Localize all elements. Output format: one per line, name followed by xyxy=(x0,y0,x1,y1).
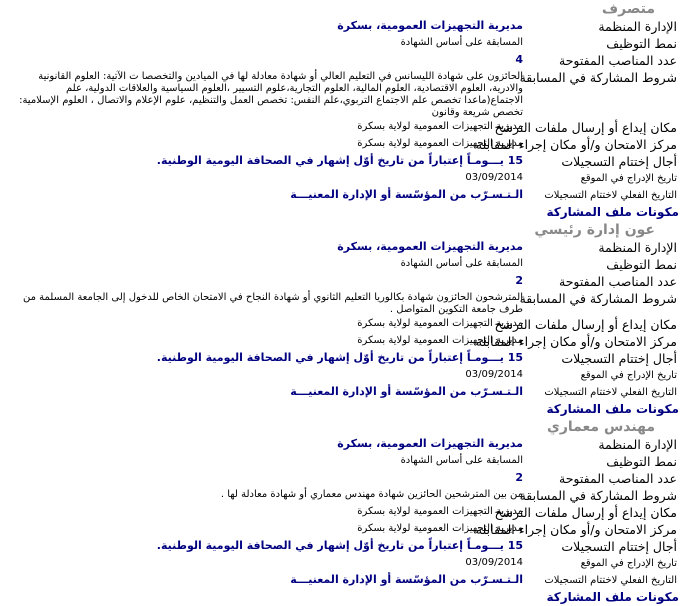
row-value: 03/09/2014 xyxy=(465,172,523,183)
row-label: مركز الامتحان و/أو مكان إجراء المقابلة xyxy=(475,137,677,152)
row-value: المسابقة على أساس الشهادة xyxy=(400,258,523,269)
info-row xyxy=(0,170,685,187)
row-value: مديرية التجهيزات العمومية لولاية بسكرة xyxy=(357,138,523,149)
info-row xyxy=(0,572,685,589)
row-value: 2 xyxy=(515,471,523,484)
row-value: المسابقة على أساس الشهادة xyxy=(400,455,523,466)
info-row xyxy=(0,119,685,136)
row-label: عدد المناصب المفتوحة xyxy=(559,471,677,486)
row-value: مديرية التجهيزات العمومية لولاية بسكرة xyxy=(357,523,523,534)
job-title: مهندس معماري xyxy=(546,419,655,435)
info-row xyxy=(0,35,685,52)
info-row xyxy=(0,290,685,316)
row-label: شروط المشاركة في المسابقة xyxy=(519,70,677,85)
info-row xyxy=(0,436,685,453)
row-label: أجال إختتام التسجيلات xyxy=(561,154,677,169)
row-label: شروط المشاركة في المسابقة xyxy=(519,488,677,503)
row-value: الـتـسـرّب من المؤسّسة أو الإدارة المعنيـــة xyxy=(290,385,523,398)
row-value: مديرية التجهيزات العمومية لولاية بسكرة xyxy=(357,335,523,346)
info-row xyxy=(0,470,685,487)
row-value: من بين المترشحين الحائزين شهادة مهندس معماري أو شهادة معادلة لها . xyxy=(220,489,523,500)
row-value: 15 يـــومـاً إعتباراً من تاريخ أوّل إشهار في الصحافة اليومية الوطنية. xyxy=(156,154,523,167)
row-label: الإدارة المنظمة xyxy=(598,240,677,255)
row-label: التاريخ الفعلي لاختتام التسجيلات xyxy=(544,190,677,201)
row-label: نمط التوظيف xyxy=(606,36,677,51)
info-row xyxy=(0,18,685,35)
row-value: مديرية التجهيزات العمومية لولاية بسكرة xyxy=(357,318,523,329)
info-row xyxy=(0,52,685,69)
row-value: 2 xyxy=(515,274,523,287)
row-label: التاريخ الفعلي لاختتام التسجيلات xyxy=(544,575,677,586)
job-title: متصرف xyxy=(601,1,655,17)
info-row xyxy=(0,187,685,204)
row-value: 4 xyxy=(515,53,523,66)
info-row xyxy=(0,316,685,333)
row-label: أجال إختتام التسجيلات xyxy=(561,351,677,366)
row-label: تاريخ الإدراج في الموقع xyxy=(580,558,677,569)
row-label: مركز الامتحان و/أو مكان إجراء المقابلة xyxy=(475,522,677,537)
row-value: مديرية التجهيزات العمومية، بسكرة xyxy=(337,19,523,32)
info-row xyxy=(0,273,685,290)
info-row xyxy=(0,239,685,256)
job-section xyxy=(0,221,685,418)
row-label: تاريخ الإدراج في الموقع xyxy=(580,370,677,381)
row-value: مديرية التجهيزات العمومية لولاية بسكرة xyxy=(357,121,523,132)
job-section xyxy=(0,418,685,606)
row-value: 15 يـــومـاً إعتباراً من تاريخ أوّل إشهار في الصحافة اليومية الوطنية. xyxy=(156,539,523,552)
info-row xyxy=(0,487,685,504)
row-label: مكان إيداع أو إرسال ملفات الترشح xyxy=(494,505,677,520)
info-row xyxy=(0,555,685,572)
job-title: عون إدارة رئيسي xyxy=(534,222,655,238)
row-label: أجال إختتام التسجيلات xyxy=(561,539,677,554)
row-value: مديرية التجهيزات العمومية لولاية بسكرة xyxy=(357,506,523,517)
row-label: شروط المشاركة في المسابقة xyxy=(519,291,677,306)
row-label: تاريخ الإدراج في الموقع xyxy=(580,173,677,184)
row-value: المترشحون الحائزون شهادة بكالوريا التعليم الثانوي أو شهادة النجاح في الامتحان الخاص للدخول إلى الجامعة المسلمة من طرف جامعة التكوين المتواصل . xyxy=(23,292,523,315)
row-value: مديرية التجهيزات العمومية، بسكرة xyxy=(337,240,523,253)
row-value: مديرية التجهيزات العمومية، بسكرة xyxy=(337,437,523,450)
row-value: 03/09/2014 xyxy=(465,557,523,568)
info-row xyxy=(0,256,685,273)
info-row xyxy=(0,384,685,401)
job-section xyxy=(0,0,685,221)
participation-file-link[interactable]: مكونات ملف المشاركة xyxy=(546,205,679,219)
participation-file-link[interactable]: مكونات ملف المشاركة xyxy=(546,590,679,604)
row-value: 03/09/2014 xyxy=(465,369,523,380)
row-label: نمط التوظيف xyxy=(606,454,677,469)
row-value: المسابقة على أساس الشهادة xyxy=(400,37,523,48)
info-row xyxy=(0,333,685,350)
row-label: مكان إيداع أو إرسال ملفات الترشح xyxy=(494,317,677,332)
info-row xyxy=(0,538,685,555)
row-label: عدد المناصب المفتوحة xyxy=(559,53,677,68)
info-row xyxy=(0,521,685,538)
info-row xyxy=(0,504,685,521)
participation-file-link[interactable]: مكونات ملف المشاركة xyxy=(546,402,679,416)
info-row xyxy=(0,136,685,153)
row-value: 15 يـــومـاً إعتباراً من تاريخ أوّل إشهار في الصحافة اليومية الوطنية. xyxy=(156,351,523,364)
info-row xyxy=(0,350,685,367)
info-row xyxy=(0,453,685,470)
row-label: نمط التوظيف xyxy=(606,257,677,272)
row-label: مكان إيداع أو إرسال ملفات الترشح xyxy=(494,120,677,135)
row-label: مركز الامتحان و/أو مكان إجراء المقابلة xyxy=(475,334,677,349)
row-value: الـتـسـرّب من المؤسّسة أو الإدارة المعنيـــة xyxy=(290,573,523,586)
row-label: عدد المناصب المفتوحة xyxy=(559,274,677,289)
info-row xyxy=(0,153,685,170)
row-label: التاريخ الفعلي لاختتام التسجيلات xyxy=(544,387,677,398)
info-row xyxy=(0,367,685,384)
row-value: الـتـسـرّب من المؤسّسة أو الإدارة المعنيـــة xyxy=(290,188,523,201)
row-value: الحائزون على شهادة الليسانس في التعليم العالي أو شهادة معادلة لها في الميادين والتخصصا ت الآتية: العلوم القانونية والادرية، العلوم الاقتصادية، العلوم المالية، العلوم التجارية،علوم التسيير ،العلوم السياسية والعلاقات الدولية، علم الاجتماع(ماعدا تخصص علم الاجتماع التربوي،علم النفس: تخصص العمل والتنظيم، علوم الإعلام والاتصال ، العلوم الإسلامية: تخصص شريعة وقانون xyxy=(19,71,523,118)
row-label: الإدارة المنظمة xyxy=(598,437,677,452)
row-label: الإدارة المنظمة xyxy=(598,19,677,34)
info-row xyxy=(0,69,685,119)
